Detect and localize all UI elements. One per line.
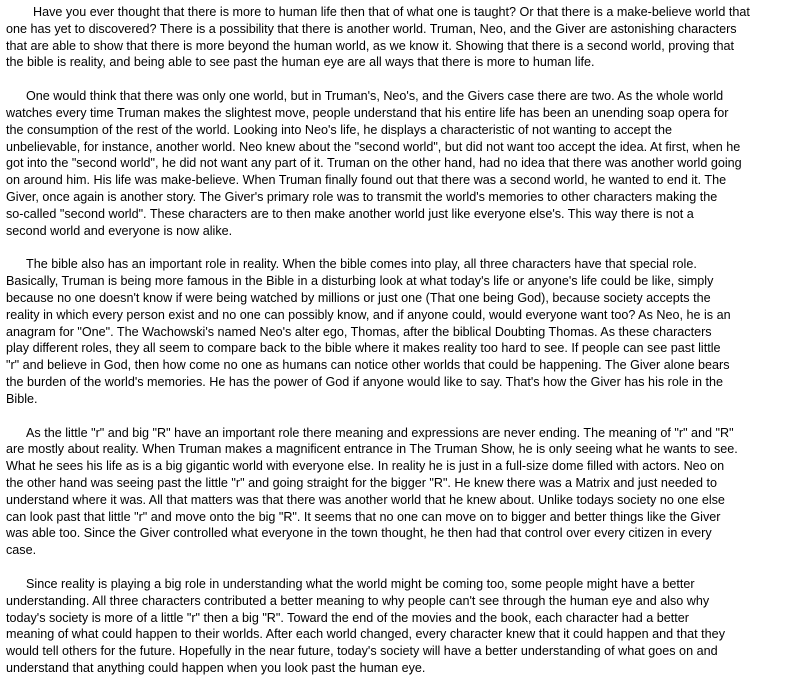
essay-paragraph-second-world: One would think that there was only one world, but in Truman's, Neo's, and the Givers case there are two. As the whole world watches every time Truman makes the slightest move, people understand that his entire life has been an unending soap opera for the consumption of the rest of the world. Looking into Neo's life, he displays a characteristic of not wanting to accept the unbelievable, for instance, another world. Neo knew about the "second world", but did not want too accept the idea. At first, when he got into the "second world", he did not want any part of it. Truman on the other hand, had no idea that there was another world going on around him. His life was make-believe. When Truman finally found out that there was a second world, he wanted to end it. The Giver, once again is another story. The Giver's primary role was to transmit the world's memories to other characters making the so-called "second world". These characters are to then make another world just like everyone else's. This way there is not a second world and everyone is now alike. [6, 89, 742, 238]
essay-paragraph-bible: The bible also has an important role in reality. When the bible comes into play, all three characters have that special role. Basically, Truman is being more famous in the Bible in a disturbing look at what today's life or anyone's life could be like, simply because no one doesn't know if were being watched by millions or just one (That one being God), because society accepts the reality in which every person exist and no one can possibly know, and if anyone could, would everyone want too? As Neo, he is an anagram for "One". The Wachowski's named Neo's alter ego, Thomas, after the biblical Doubting Thomas. As these characters play different roles, they all seem to compare back to the bible where it makes reality too hard to see. If people can see past little "r" and believe in God, then how come no one as humans can notice other worlds that could be happening. The Giver alone bears the burden of the world's memories. He has the power of God if anyone would like to say. That's how the Giver has his role in the Bible. [6, 257, 731, 406]
essay-document [6, 4, 793, 677]
essay-paragraph-intro: Have you ever thought that there is more to human life then that of what one is taught? Or that there is a make-believe world that one has yet to discovered? There is a possibility that there is another world. Truman, Neo, and the Giver are astonishing characters that are able to show that there is more beyond the human world, as we know it. Showing that there is a second world, proving that the bible is reality, and being able to see past the human eye are all ways that there is more to human life. [6, 5, 750, 70]
essay-paragraph-conclusion: Since reality is playing a big role in understanding what the world might be coming too, some people might have a better understanding. All three characters contributed a better meaning to why people can't see through the human eye and also why today's society is more of a little "r" then a big "R". Toward the end of the movies and the book, each character had a better meaning of what could happen to their worlds. After each world changed, every character knew that it could happen and that they would tell others for the future. Hopefully in the near future, today's society will have a better understanding of what goes on and understand that anything could happen when you look past the human eye. [6, 576, 725, 675]
essay-paragraph-reality: As the little "r" and big "R" have an important role there meaning and expressions are never ending. The meaning of "r" and "R" are mostly about reality. When Truman makes a magnificent entrance in The Truman Show, he is only seeing what he wants to see. What he sees his life as is a big gigantic world with everyone else. In reality he is just in a full-size dome filled with actors. Neo on the other hand was seeing past the little "r" and going straight for the bigger "R". He knew there was a Matrix and just needed to understand where it was. All that matters was that there was another world that he knew about. Unlike todays society no one else can look past that little "r" and move onto the big "R". It seems that no one can move on to bigger and better things like the Giver was able too. Since the Giver controlled what everyone in the town thought, he then had that control over every citizen in every case. [6, 425, 738, 558]
